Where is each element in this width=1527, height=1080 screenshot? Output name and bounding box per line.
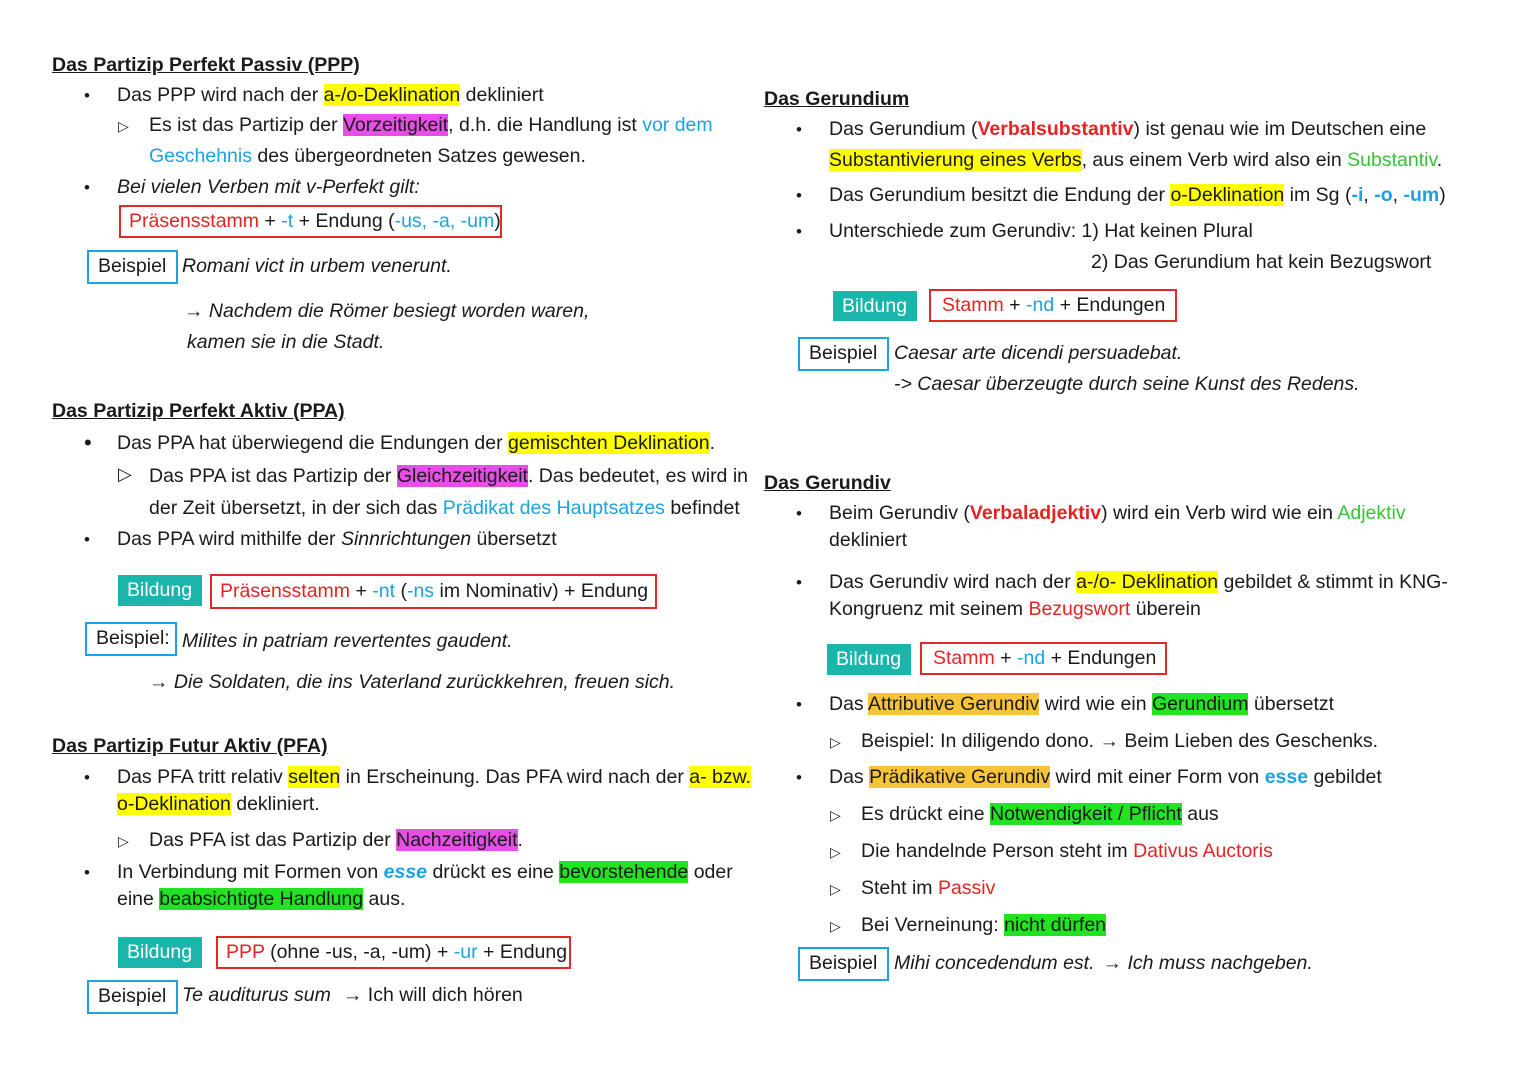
bullet: • — [796, 504, 802, 523]
bullet: • — [796, 120, 802, 139]
pfa-beispiel-label: Beispiel — [87, 980, 178, 1014]
highlight: Substantivierung eines Verbs — [829, 149, 1082, 171]
pfa-line-3: Das PFA ist das Partizip der Nachzeitigkeit. — [149, 829, 523, 851]
ppp-beispiel-label: Beispiel — [87, 250, 178, 284]
triangle-bullet: ▷ — [118, 118, 129, 134]
gerundiv-example-line — [894, 952, 1313, 975]
gerundium-bildung-label: Bildung — [833, 291, 917, 321]
highlight: Notwendigkeit / Pflicht — [989, 803, 1182, 825]
triangle-bullet: ▷ — [830, 807, 841, 823]
gerundium-line-4: Unterschiede zum Gerundiv: 1) Hat keinen Plural — [829, 220, 1253, 242]
ppa-formula-box: Präsensstamm + -nt (-ns im Nominativ) + Endung — [210, 574, 657, 609]
highlight: selten — [288, 766, 341, 788]
bullet: • — [796, 222, 802, 241]
ppp-line-3: Geschehnis des übergeordneten Satzes gewesen. — [149, 145, 586, 167]
gerundiv-heading: Das Gerundiv — [764, 472, 891, 494]
ppp-example: Romani vict in urbem venerunt. — [182, 255, 452, 277]
bullet: • — [84, 178, 90, 197]
ppp-formula-box: Präsensstamm + -t + Endung (-us, -a, -um) — [119, 205, 502, 238]
gerundiv-line-1: Beim Gerundiv (Verbaladjektiv) wird ein Verb wird wie ein Adjektiv — [829, 502, 1406, 524]
ppa-line-4: Das PPA wird mithilfe der Sinnrichtungen übersetzt — [117, 528, 557, 550]
ppa-translation: → Die Soldaten, die ins Vaterland zurückkehren, freuen sich. — [149, 671, 676, 693]
bullet: • — [84, 86, 90, 105]
gerundium-formula-box: Stamm + -nd + Endungen — [929, 289, 1177, 322]
gerundium-example: Caesar arte dicendi persuadebat. — [894, 342, 1183, 364]
gerundiv-beispiel-label: Beispiel — [798, 947, 889, 981]
pfa-line-4: In Verbindung mit Formen von esse drückt es eine bevorstehende oder — [117, 861, 733, 883]
gerundiv-line-6: Beispiel: In diligendo dono. → Beim Lieben des Geschenks. — [861, 730, 1379, 752]
highlight: o-Deklination — [1170, 184, 1285, 206]
ppa-example: Milites in patriam revertentes gaudent. — [182, 630, 513, 652]
gerundiv-line-8: Es drückt eine Notwendigkeit / Pflicht aus — [861, 803, 1219, 825]
gerundiv-example: Mihi concedendum est. — [894, 952, 1095, 974]
triangle-bullet: ▷ — [830, 734, 841, 750]
highlight: a-/o-Deklination — [323, 84, 461, 106]
pfa-formula-box: PPP (ohne -us, -a, -um) + -ur + Endung — [216, 936, 571, 969]
gerundium-heading: Das Gerundium — [764, 88, 910, 110]
ppp-line-2: Es ist das Partizip der Vorzeitigkeit, d.h. die Handlung ist vor dem — [149, 114, 713, 136]
highlight: a- bzw. — [689, 766, 752, 788]
ppa-line-1: Das PPA hat überwiegend die Endungen der gemischten Deklination. — [117, 432, 716, 454]
highlight: bevorstehende — [559, 861, 689, 883]
gerundiv-bildung-label: Bildung — [827, 644, 911, 675]
ppp-translation-2: kamen sie in die Stadt. — [187, 331, 385, 353]
pfa-line-5: eine beabsichtigte Handlung aus. — [117, 888, 406, 910]
pfa-translation: → Ich will dich hören — [342, 984, 523, 1006]
bullet: • — [796, 768, 802, 787]
triangle-bullet: ▷ — [118, 833, 129, 849]
highlight: Nachzeitigkeit — [396, 829, 518, 851]
triangle-bullet: ▷ — [830, 844, 841, 860]
bullet: • — [84, 430, 92, 455]
gerundium-line-3: Das Gerundium besitzt die Endung der o-Deklination im Sg (-i, -o, -um) — [829, 184, 1446, 206]
ppa-heading: Das Partizip Perfekt Aktiv (PPA) — [52, 400, 345, 422]
gerundium-line-5: 2) Das Gerundium hat kein Bezugswort — [1091, 251, 1432, 273]
gerundiv-line-10: Steht im Passiv — [861, 877, 996, 899]
ppp-heading: Das Partizip Perfekt Passiv (PPP) — [52, 54, 360, 76]
highlight: Attributive Gerundiv — [868, 693, 1040, 715]
highlight: o-Deklination — [117, 793, 231, 815]
highlight: gemischten Deklination — [508, 432, 710, 454]
ppa-line-3: der Zeit übersetzt, in der sich das Prädikat des Hauptsatzes befindet — [149, 497, 740, 519]
pfa-example: Te auditurus sum — [182, 984, 331, 1006]
gerundium-beispiel-label: Beispiel — [798, 337, 889, 371]
triangle-bullet: ▷ — [830, 881, 841, 897]
gerundium-line-1: Das Gerundium (Verbalsubstantiv) ist genau wie im Deutschen eine — [829, 118, 1427, 140]
gerundiv-line-4: Kongruenz mit seinem Bezugswort überein — [829, 598, 1201, 620]
bullet: • — [796, 573, 802, 592]
bullet: • — [796, 186, 802, 205]
ppp-line-1: Das PPP wird nach der a-/o-Deklination dekliniert — [117, 84, 544, 106]
gerundium-translation: -> Caesar überzeugte durch seine Kunst des Redens. — [894, 373, 1360, 395]
highlight: a-/o- Deklination — [1076, 571, 1219, 593]
gerundiv-line-11: Bei Verneinung: nicht dürfen — [861, 914, 1107, 936]
gerundiv-line-7: Das Prädikative Gerundiv wird mit einer Form von esse gebildet — [829, 766, 1382, 788]
highlight: Gleichzeitigkeit — [396, 465, 528, 487]
gerundiv-formula-box: Stamm + -nd + Endungen — [920, 642, 1167, 675]
pfa-heading: Das Partizip Futur Aktiv (PFA) — [52, 735, 328, 757]
ppa-beispiel-label: Beispiel: — [85, 622, 177, 656]
ppa-bildung-label: Bildung — [118, 575, 202, 606]
highlight: Vorzeitigkeit — [343, 114, 449, 136]
gerundiv-line-2: dekliniert — [829, 529, 908, 551]
bullet: • — [84, 863, 90, 882]
ppa-line-2: Das PPA ist das Partizip der Gleichzeitigkeit. Das bedeutet, es wird in — [149, 465, 749, 487]
gerundium-line-2: Substantivierung eines Verbs, aus einem Verb wird also ein Substantiv. — [829, 149, 1443, 171]
gerundiv-line-3: Das Gerundiv wird nach der a-/o- Deklination gebildet & stimmt in KNG- — [829, 571, 1448, 593]
highlight: Gerundium — [1152, 693, 1249, 715]
ppp-translation-1: → Nachdem die Römer besiegt worden waren, — [184, 300, 590, 322]
bullet: • — [796, 695, 802, 714]
highlight: nicht dürfen — [1004, 914, 1107, 936]
bullet: • — [84, 530, 90, 549]
gerundiv-line-9: Die handelnde Person steht im Dativus Auctoris — [861, 840, 1273, 862]
highlight: Prädikative Gerundiv — [869, 766, 1051, 788]
pfa-line-1: Das PFA tritt relativ selten in Erscheinung. Das PFA wird nach der a- bzw. — [117, 766, 752, 788]
highlight: beabsichtigte Handlung — [159, 888, 364, 910]
gerundiv-translation: → Ich muss nachgeben. — [1102, 952, 1313, 974]
triangle-bullet: ▷ — [830, 918, 841, 934]
pfa-example-line — [182, 984, 523, 1007]
gerundiv-line-5: Das Attributive Gerundiv wird wie ein Gerundium übersetzt — [829, 693, 1335, 715]
pfa-line-2: o-Deklination dekliniert. — [117, 793, 320, 815]
ppp-line-4: Bei vielen Verben mit v-Perfekt gilt: — [117, 176, 420, 198]
pfa-bildung-label: Bildung — [118, 937, 202, 968]
bullet: • — [84, 768, 90, 787]
triangle-bullet: ▷ — [118, 464, 132, 484]
